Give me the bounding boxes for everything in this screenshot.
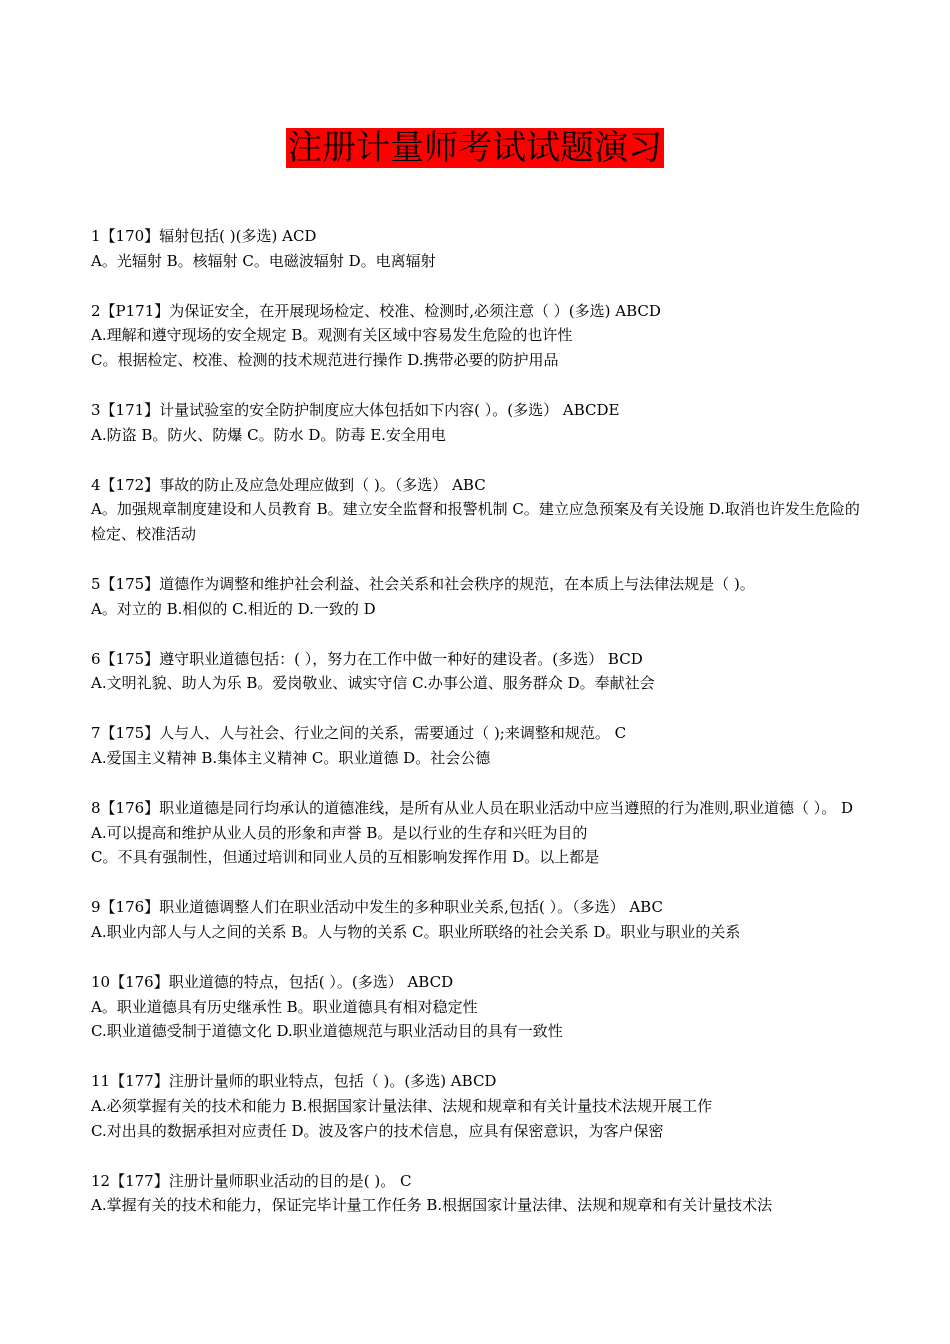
question-stem: 8【176】职业道德是同行均承认的道德准线，是所有从业人员在职业活动中应当遵照的行为准则,职业道德（ ）。 D: [91, 798, 854, 817]
question-item: [91, 895, 869, 945]
question-item: [91, 796, 869, 870]
question-options: A.理解和遵守现场的安全规定 B。观测有关区域中容易发生危险的也许性: [91, 326, 573, 345]
question-options: A。对立的 B.相似的 C.相近的 D.一致的 D: [91, 599, 376, 618]
question-stem: 2【P171】为保证安全，在开展现场检定、校准、检测时,必须注意（ ）(多选) ABCD: [91, 301, 661, 320]
question-stem: 11【177】注册计量师的职业特点，包括（ )。(多选) ABCD: [91, 1072, 497, 1091]
question-options: C。根据检定、校准、检测的技术规范进行操作 D.携带必要的防护用品: [91, 351, 559, 370]
question-item: [91, 1069, 869, 1143]
question-stem: 9【176】职业道德调整人们在职业活动中发生的多种职业关系,包括( ）。（多选） ABC: [91, 898, 663, 917]
question-item: [91, 721, 869, 771]
question-stem: 7【175】人与人、人与社会、行业之间的关系，需要通过（ );来调整和规范。 C: [91, 724, 627, 743]
question-stem: 6【175】遵守职业道德包括：( ），努力在工作中做一种好的建设者。(多选） BCD: [91, 649, 643, 668]
question-stem: 1【170】辐射包括( )(多选) ACD: [91, 227, 317, 245]
question-item: [91, 1169, 869, 1219]
question-options: A.必须掌握有关的技术和能力 B.根据国家计量法律、法规和规章和有关计量技术法规开展工作: [91, 1096, 713, 1115]
question-options: C.职业道德受制于道德文化 D.职业道德规范与职业活动目的具有一致性: [91, 1022, 563, 1041]
question-options: A.文明礼貌、助人为乐 B。爱岗敬业、诚实守信 C.办事公道、服务群众 D。奉献社会: [91, 674, 655, 693]
question-item: [91, 224, 869, 274]
question-options: C.对出具的数据承担对应责任 D。波及客户的技术信息，应具有保密意识，为客户保密: [91, 1121, 664, 1140]
question-list: [91, 224, 869, 1243]
question-stem: 10【176】职业道德的特点，包括( ）。(多选） ABCD: [91, 972, 454, 991]
question-options: C。不具有强制性，但通过培训和同业人员的互相影响发挥作用 D。以上都是: [91, 848, 600, 867]
title-wrap: [0, 128, 950, 168]
question-stem: 3【171】计量试验室的安全防护制度应大体包括如下内容( ）。(多选） ABCDE: [91, 400, 620, 419]
question-options: A.防盗 B。防火、防爆 C。防水 D。防毒 E.安全用电: [91, 425, 446, 444]
question-options: A.爱国主义精神 B.集体主义精神 C。职业道德 D。社会公德: [91, 748, 491, 767]
question-item: [91, 473, 869, 547]
question-stem: 5【175】道德作为调整和维护社会利益、社会关系和社会秩序的规范，在本质上与法律法规是（ )。: [91, 574, 755, 593]
question-options: A.可以提高和维护从业人员的形象和声誉 B。是以行业的生存和兴旺为目的: [91, 823, 588, 842]
question-options: A。光辐射 B。核辐射 C。电磁波辐射 D。电离辐射: [91, 251, 436, 270]
question-item: [91, 572, 869, 622]
document-title: 注册计量师考试试题演习: [288, 128, 662, 168]
question-options: A。加强规章制度建设和人员教育 B。建立安全监督和报警机制 C。建立应急预案及有关设施 D.取消也许发生危险的检定、校准活动: [91, 500, 860, 544]
question-options: A.职业内部人与人之间的关系 B。人与物的关系 C。职业所联络的社会关系 D。职业与职业的关系: [91, 922, 741, 941]
question-item: [91, 299, 869, 373]
question-options: A.掌握有关的技术和能力，保证完毕计量工作任务 B.根据国家计量法律、法规和规章和有关计量技术法: [91, 1196, 773, 1215]
question-stem: 12【177】注册计量师职业活动的目的是( )。 C: [91, 1171, 412, 1190]
question-stem: 4【172】事故的防止及应急处理应做到（ )。（多选） ABC: [91, 475, 486, 494]
question-item: [91, 970, 869, 1044]
question-item: [91, 647, 869, 697]
question-item: [91, 398, 869, 448]
question-options: A。职业道德具有历史继承性 B。职业道德具有相对稳定性: [91, 997, 478, 1016]
